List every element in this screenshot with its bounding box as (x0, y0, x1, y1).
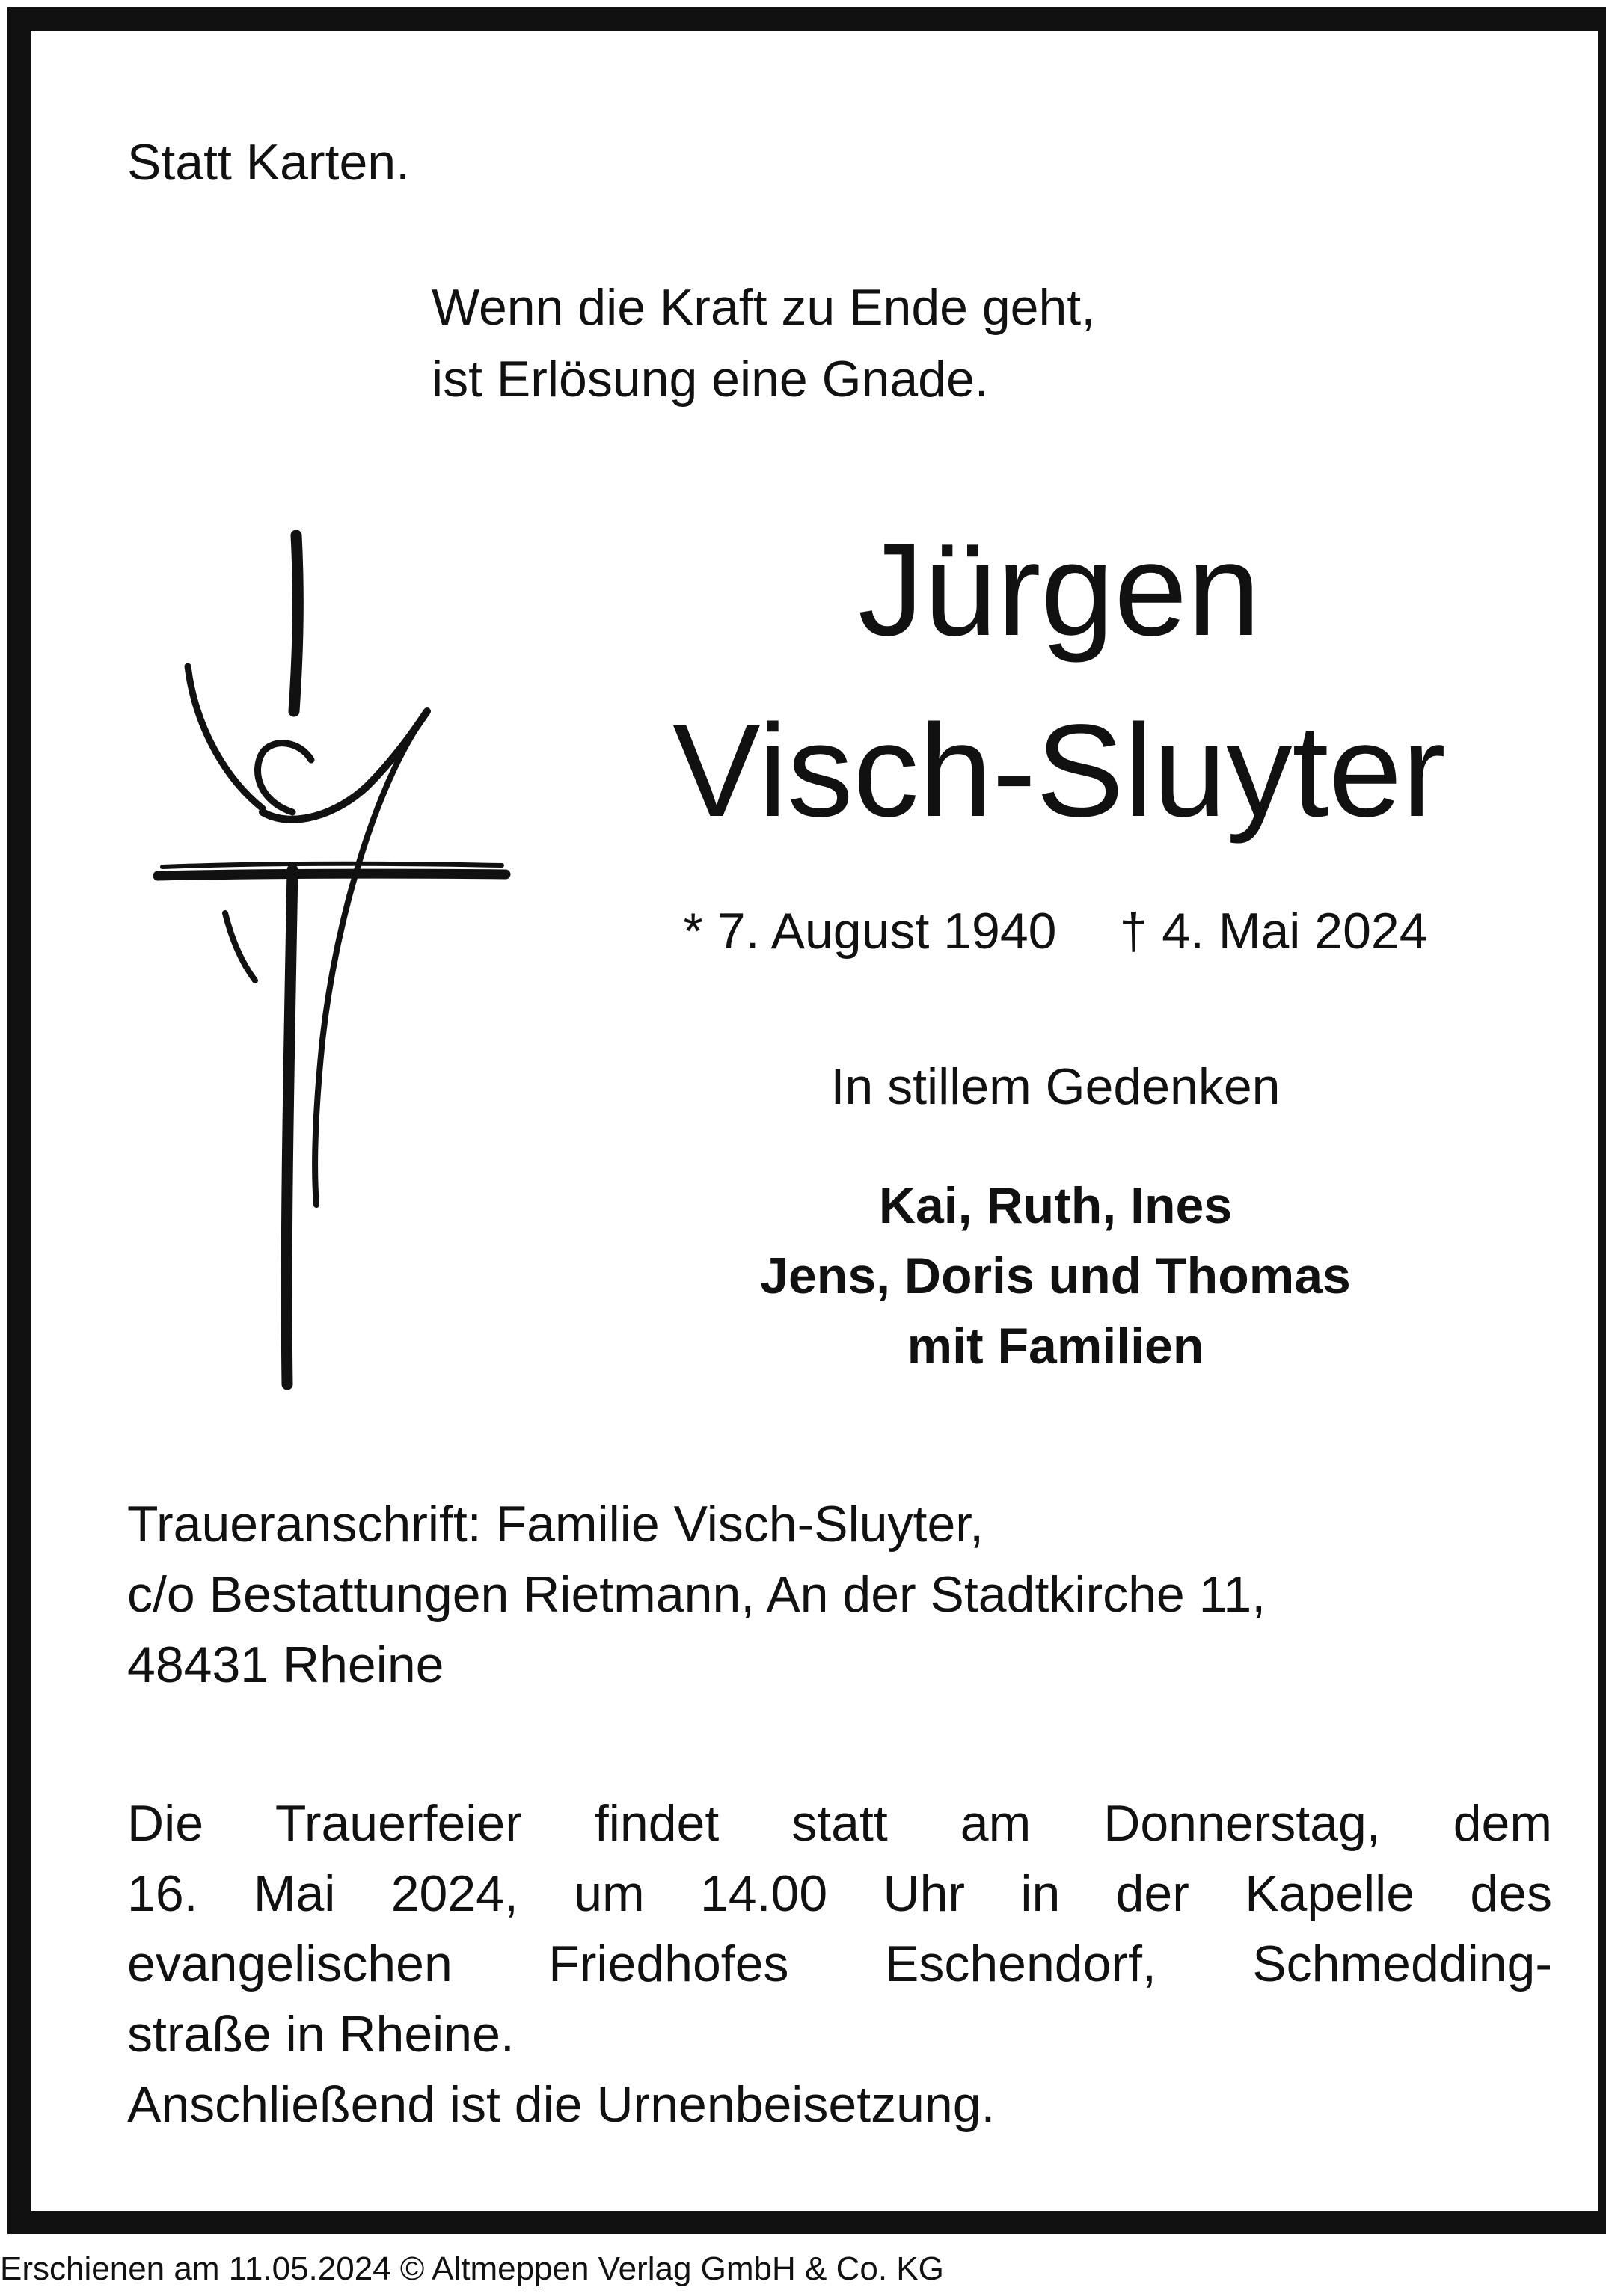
family-line-2: Jens, Doris und Thomas (760, 1247, 1351, 1304)
death-date: † 4. Mai 2024 (1119, 903, 1428, 960)
ceremony-line-1: Die Trauerfeier findet statt am Donnerstag, dem (127, 1795, 1552, 1852)
address-line-1: Traueranschrift: Familie Visch-Sluyter, (127, 1496, 984, 1553)
quote (432, 271, 1095, 415)
address-line-2: c/o Bestattungen Rietmann, An der Stadtkirche 11, (127, 1566, 1266, 1623)
remembrance-text: In stillem Gedenken (830, 1058, 1281, 1115)
quote-line-2: ist Erlösung eine Gnade. (432, 351, 989, 408)
address-line-3: 48431 Rheine (127, 1636, 444, 1693)
family-names (622, 1170, 1489, 1381)
publication-footer: Erschienen am 11.05.2024 © Altmeppen Verlag GmbH & Co. KG (0, 2250, 944, 2287)
salutation: Statt Karten. (127, 134, 410, 191)
life-dates (622, 895, 1489, 967)
birth-date: * 7. August 1940 (683, 903, 1057, 960)
ceremony-line-5: Anschließend ist die Urnenbeisetzung. (127, 2076, 996, 2133)
ceremony-line-4: straße in Rheine. (127, 2006, 515, 2063)
ceremony-details (127, 1788, 1552, 2140)
family-line-1: Kai, Ruth, Ines (878, 1177, 1233, 1234)
family-line-3: mit Familien (907, 1318, 1204, 1375)
deceased-first-name: Jürgen (857, 517, 1261, 663)
deceased-last-name: Visch-Sluyter (672, 698, 1446, 844)
quote-line-1: Wenn die Kraft zu Ende geht, (432, 279, 1096, 336)
crucifix-sketch-icon (113, 517, 532, 1407)
obituary-frame (7, 7, 1606, 2234)
ceremony-line-3: evangelischen Friedhofes Eschendorf, Schmedding- (127, 1936, 1552, 1992)
ceremony-line-2: 16. Mai 2024, um 14.00 Uhr in der Kapelle des (127, 1865, 1552, 1922)
mourning-address (127, 1489, 1266, 1700)
